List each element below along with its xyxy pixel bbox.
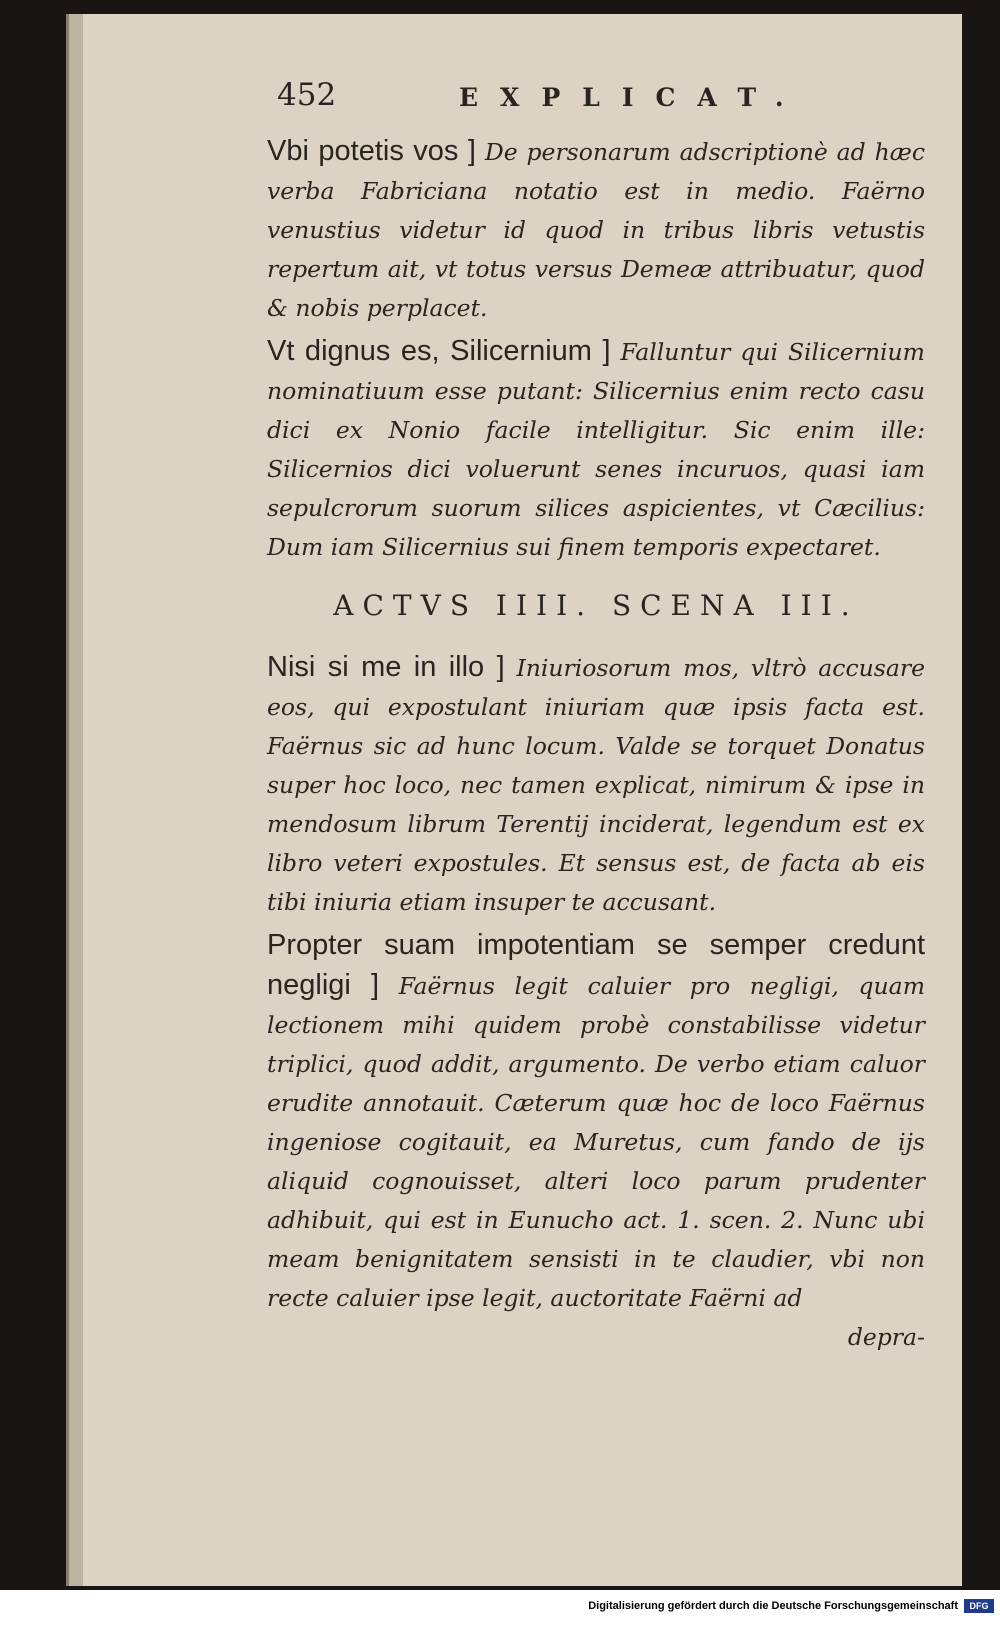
lemma: Vbi potetis vos ] <box>267 135 476 167</box>
catchword: depra- <box>847 1323 925 1351</box>
note-text: De personarum adscriptionè ad hæc verba Fabriciana notatio est in medio. Faërno venustius videtur id quod in tribus libris vetustis repertum ait, vt totus versus Demeæ attribuatur, quod & nobis perplacet. <box>267 138 925 322</box>
commentary-paragraph <box>267 926 925 1318</box>
commentary-paragraph <box>267 648 925 922</box>
note-text: Iniuriosorum mos, vltrò accusare eos, qui expostulant iniuriam quæ ipsis facta est. Faërnus sic ad hunc locum. Valde se torquet Donatus super hoc loco, nec tamen explicat, nimirum & ipse in mendosum librum Terentij inciderat, legendum est ex libro veteri expostules. Et sensus est, de facta ab eis tibi iniuria etiam insuper te accusant. <box>267 654 925 916</box>
note-text: Faërnus legit caluier pro negligi, quam lectionem mihi quidem probè constabilisse videtur triplici, quod addit, argumento. De verbo etiam caluor erudite annotauit. Cæterum quæ hoc de loco Faërnus ingeniose cogitauit, ea Muretus, cum fando de ijs aliquid cognouisset, alteri loco parum prudenter adhibuit, qui est in Eunucho act. 1. scen. 2. Nunc ubi meam benignitatem sensisti in te claudier, vbi non recte caluier ipse legit, auctoritate Faërni ad <box>267 972 925 1312</box>
running-head: EXPLICAT. <box>459 83 806 112</box>
commentary-paragraph <box>267 132 925 328</box>
lemma: Propter suam impotentiam se semper credunt negligi ] <box>267 929 925 1001</box>
note-text: Falluntur qui Silicernium nominatiuum esse putant: Silicernius enim recto casu dici ex Nonio facile intelligitur. Sic enim ille: Silicernios dici voluerunt senes incuruos, quasi iam sepulcrorum suorum silices aspicientes, vt Cæcilius: Dum iam Silicernius sui finem temporis expectaret. <box>267 338 925 561</box>
book-page <box>66 14 962 1586</box>
commentary-paragraph <box>267 332 925 567</box>
page-number: 452 <box>277 77 337 113</box>
page-text <box>267 132 925 1357</box>
page-gutter-shadow <box>69 14 83 1586</box>
funding-credit: Digitalisierung gefördert durch die Deutsche Forschungsgemeinschaft <box>588 1600 958 1612</box>
page-header <box>69 77 962 117</box>
lemma: Nisi si me in illo ] <box>267 651 505 683</box>
act-scene-heading: ACTVS IIII. SCENA III. <box>333 589 859 622</box>
dfg-logo: DFG <box>964 1599 994 1613</box>
digitization-footer <box>0 1596 1000 1622</box>
lemma: Vt dignus es, Silicernium ] <box>267 335 611 367</box>
